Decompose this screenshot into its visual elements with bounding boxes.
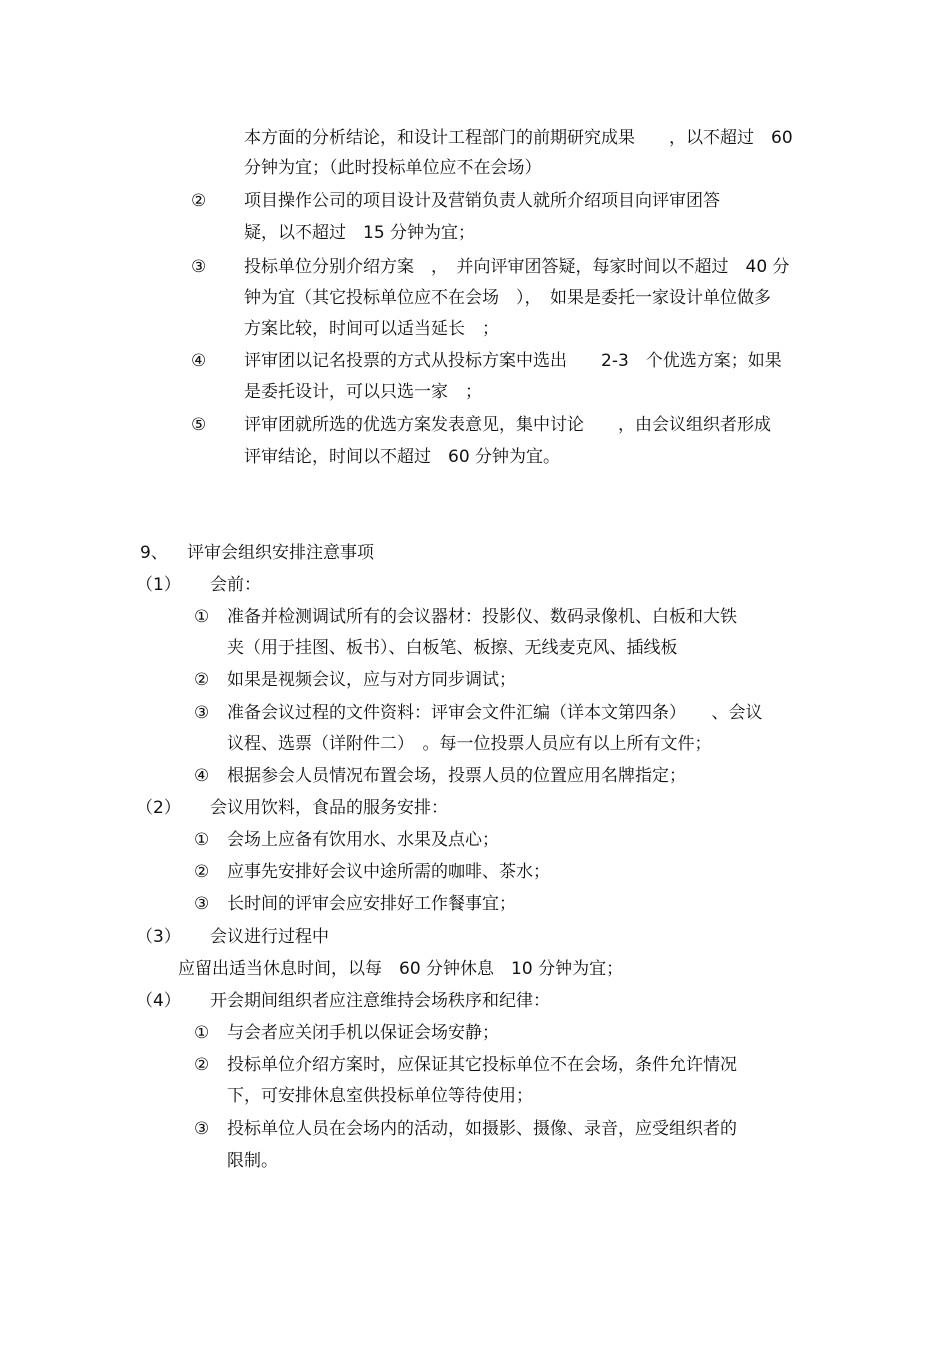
group-4-marker: （4） <box>136 991 181 1011</box>
group-2-title: 会议用饮料，食品的服务安排： <box>210 798 448 818</box>
intro-item-3-marker: ③ <box>191 257 207 277</box>
group-4-item-2-line-2: 下，可安排休息室供投标单位等待使用； <box>227 1086 533 1106</box>
intro-item-4-line-1: 评审团以记名投票的方式从投标方案中选出 2-3 个优选方案；如果 <box>244 351 782 371</box>
section-number: 9、 <box>140 543 168 563</box>
group-1-item-1-line-1: 准备并检测调试所有的会议器材：投影仪、数码录像机、白板和大铁 <box>227 607 737 627</box>
group-1-item-1-line-2: 夹（用于挂图、板书）、白板笔、板擦、无线麦克风、插线板 <box>227 638 678 658</box>
group-3-title: 会议进行过程中 <box>210 927 329 947</box>
group-1-item-4-line-1: 根据参会人员情况布置会场，投票人员的位置应用名牌指定； <box>227 766 686 786</box>
group-2-item-2-line-1: 应事先安排好会议中途所需的咖啡、茶水； <box>227 862 550 882</box>
group-4-item-3-marker: ③ <box>194 1119 210 1139</box>
group-1-title: 会前： <box>210 575 261 595</box>
intro-item-2-line-2: 疑，以不超过 15 分钟为宜； <box>244 223 476 243</box>
intro-item-3-line-2: 钟为宜（其它投标单位应不在会场 ）， 如果是委托一家设计单位做多 <box>244 288 771 308</box>
group-1-item-3-line-2: 议程、选票（详附件二） 。每一位投票人员应有以上所有文件； <box>227 734 712 754</box>
group-2-item-1-marker: ① <box>194 830 210 850</box>
group-4-item-1-marker: ① <box>194 1023 210 1043</box>
group-4-item-2-marker: ② <box>194 1055 210 1075</box>
group-1-item-2-line-1: 如果是视频会议，应与对方同步调试； <box>227 670 516 690</box>
intro-item-2-marker: ② <box>191 191 207 211</box>
group-1-marker: （1） <box>136 575 181 595</box>
section-title: 评审会组织安排注意事项 <box>187 543 374 563</box>
group-2-item-3-marker: ③ <box>194 894 210 914</box>
group-1-item-3-marker: ③ <box>194 703 210 723</box>
group-1-item-1-marker: ① <box>194 607 210 627</box>
group-4-item-3-line-1: 投标单位人员在会场内的活动，如摄影、摄像、录音，应受组织者的 <box>227 1119 737 1139</box>
group-4-item-3-line-2: 限制。 <box>227 1151 278 1171</box>
intro-item-5-line-2: 评审结论，时间以不超过 60 分钟为宜。 <box>244 447 561 467</box>
group-4-item-1-line-1: 与会者应关闭手机以保证会场安静； <box>227 1023 499 1043</box>
intro-item-4-line-2: 是委托设计，可以只选一家 ； <box>244 382 482 402</box>
group-2-item-1-line-1: 会场上应备有饮用水、水果及点心； <box>227 830 499 850</box>
group-4-item-2-line-1: 投标单位介绍方案时，应保证其它投标单位不在会场，条件允许情况 <box>227 1055 737 1075</box>
group-1-item-3-line-1: 准备会议过程的文件资料：评审会文件汇编（详本文第四条） 、会议 <box>227 703 763 723</box>
group-2-marker: （2） <box>136 798 181 818</box>
intro-item-4-marker: ④ <box>191 351 207 371</box>
intro-item-3-line-1: 投标单位分别介绍方案 ， 并向评审团答疑，每家时间以不超过 40 分 <box>244 257 790 277</box>
group-4-title: 开会期间组织者应注意维持会场秩序和纪律： <box>210 991 550 1011</box>
group-3-marker: （3） <box>136 927 181 947</box>
intro-item-2-line-1: 项目操作公司的项目设计及营销负责人就所介绍项目向评审团答 <box>244 191 720 211</box>
intro-item-5-line-1: 评审团就所选的优选方案发表意见，集中讨论 ，由会议组织者形成 <box>244 415 771 435</box>
intro-item-1-line-2: 分钟为宜；（此时投标单位应不在会场） <box>244 158 542 178</box>
group-2-item-3-line-1: 长时间的评审会应安排好工作餐事宜； <box>227 894 516 914</box>
group-1-item-4-marker: ④ <box>194 766 210 786</box>
group-1-item-2-marker: ② <box>194 670 210 690</box>
intro-item-3-line-3: 方案比较，时间可以适当延长 ； <box>244 319 499 339</box>
group-2-item-2-marker: ② <box>194 862 210 882</box>
intro-item-5-marker: ⑤ <box>191 415 207 435</box>
group-3-note: 应留出适当休息时间，以每 60 分钟休息 10 分钟为宜； <box>178 959 624 979</box>
intro-item-1-line-1: 本方面的分析结论，和设计工程部门的前期研究成果 ，以不超过 60 <box>244 128 793 148</box>
